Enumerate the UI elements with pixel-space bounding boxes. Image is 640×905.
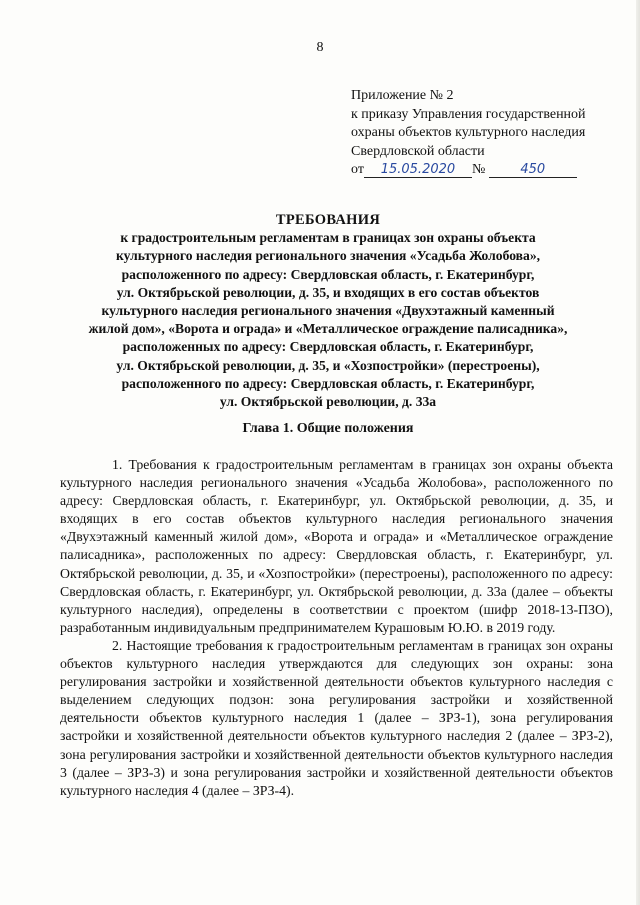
document-heading: ТРЕБОВАНИЯ	[275, 212, 381, 228]
appendix-order-line: к приказу Управления государственной	[351, 106, 586, 122]
number-label: №	[471, 162, 486, 177]
appendix-date-number-line	[351, 161, 631, 180]
title-line: жилой дом», «Ворота и ограда» и «Металлическое ограждение палисадника»,	[88, 321, 568, 337]
page-number: 8	[316, 40, 324, 55]
paragraph-2: 2. Настоящие требования к градостроительным регламентам в границах зон охраны объектов культурного наследия утверждаются для следующих зон охраны: зона регулирования застройки и хозяйственной деятельности объектов культурного наследия с выделением следующих подзон: зона регулирования застройки и хозяйственной деятельности объектов культурного наследия 1 (далее – ЗРЗ-1), зона регулирования застройки и хозяйственной деятельности объектов культурного наследия 2 (далее – ЗРЗ-2), зона регулирования застройки и хозяйственной деятельности объектов культурного наследия 3 (далее – ЗРЗ-3) и зона регулирования застройки и хозяйственной деятельности объектов культурного наследия 4 (далее – ЗРЗ-4).	[60, 637, 613, 798]
title-line: к градостроительным регламентам в границах зон охраны объекта	[120, 230, 536, 246]
title-line: расположенного по адресу: Свердловская область, г. Екатеринбург,	[121, 375, 535, 391]
title-line: культурного наследия регионального значения «Усадьба Жолобова»,	[115, 248, 541, 264]
appendix-region-line: Свердловской области	[351, 143, 485, 159]
chapter-heading: Глава 1. Общие положения	[242, 421, 414, 436]
appendix-block	[351, 87, 631, 180]
title-line: расположенных по адресу: Свердловская область, г. Екатеринбург,	[122, 339, 534, 355]
date-prefix: от	[351, 162, 364, 177]
document-body	[60, 456, 613, 800]
handwritten-order-number: 450	[489, 163, 577, 178]
scan-edge-shadow	[636, 0, 640, 905]
document-title-block	[58, 211, 598, 411]
paragraph-1: 1. Требования к градостроительным регламентам в границах зон охраны объекта культурного наследия регионального значения «Усадьба Жолобова», расположенного по адресу: Свердловская область, г. Екатеринбург, ул. Октябрьской революции, д. 35, и входящих в его состав объектов культурного наследия регионального значения «Двухэтажный каменный жилой дом», «Ворота и ограда» и «Металлическое ограждение палисадника», расположенных по адресу: Свердловская область, г. Екатеринбург, ул. Октябрьской революции, д. 35, и «Хозпостройки» (перестроены), расположенного по адресу: Свердловская область, г. Екатеринбург, ул. Октябрьской революции, д. 33а (далее – объекты культурного наследия), определены в соответствии с проектом (шифр 2018-13-ПЗО), разработанным индивидуальным предпринимателем Курашовым Ю.Ю. в 2019 году.	[60, 457, 613, 635]
handwritten-date: 15.05.2020	[364, 163, 472, 178]
title-line: расположенного по адресу: Свердловская область, г. Екатеринбург,	[121, 266, 535, 282]
appendix-title: Приложение № 2	[351, 88, 454, 103]
title-line: ул. Октябрьской революции, д. 35, и входящих в его состав объектов	[116, 284, 540, 300]
appendix-authority-line: охраны объектов культурного наследия	[351, 125, 586, 140]
title-line: ул. Октябрьской революции, д. 33а	[219, 394, 437, 410]
title-line: ул. Октябрьской революции, д. 35, и «Хозпостройки» (перестроены),	[116, 357, 540, 373]
title-line: культурного наследия регионального значения «Двухэтажный каменный	[101, 303, 555, 319]
